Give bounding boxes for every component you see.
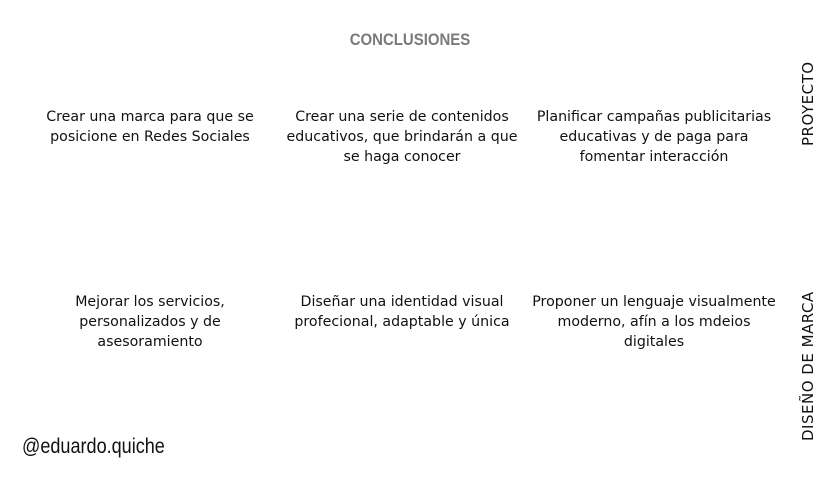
conclusion-project-1: Crear una marca para que se posicione en Redes Sociales bbox=[46, 109, 254, 145]
row-label-diseno-de-marca: DISEÑO DE MARCA bbox=[799, 291, 817, 441]
author-handle: @eduardo.quiche bbox=[22, 435, 165, 458]
conclusion-project-3: Planificar campañas publicitarias educativas y de paga para fomentar interacción bbox=[536, 109, 772, 165]
conclusion-brand-1: Mejorar los servicios, personalizados y de asesoramiento bbox=[75, 294, 225, 350]
conclusion-project-2: Crear una serie de contenidos educativos, que brindarán a que se haga conocer bbox=[286, 109, 518, 165]
row-label-proyecto: PROYECTO bbox=[799, 61, 817, 146]
conclusion-brand-3: Proponer un lenguaje visualmente moderno, afín a los mdeios digitales bbox=[532, 294, 776, 350]
page-title: CONCLUSIONES bbox=[349, 30, 471, 49]
conclusion-brand-2: Diseñar una identidad visual profecional, adaptable y única bbox=[294, 294, 510, 330]
